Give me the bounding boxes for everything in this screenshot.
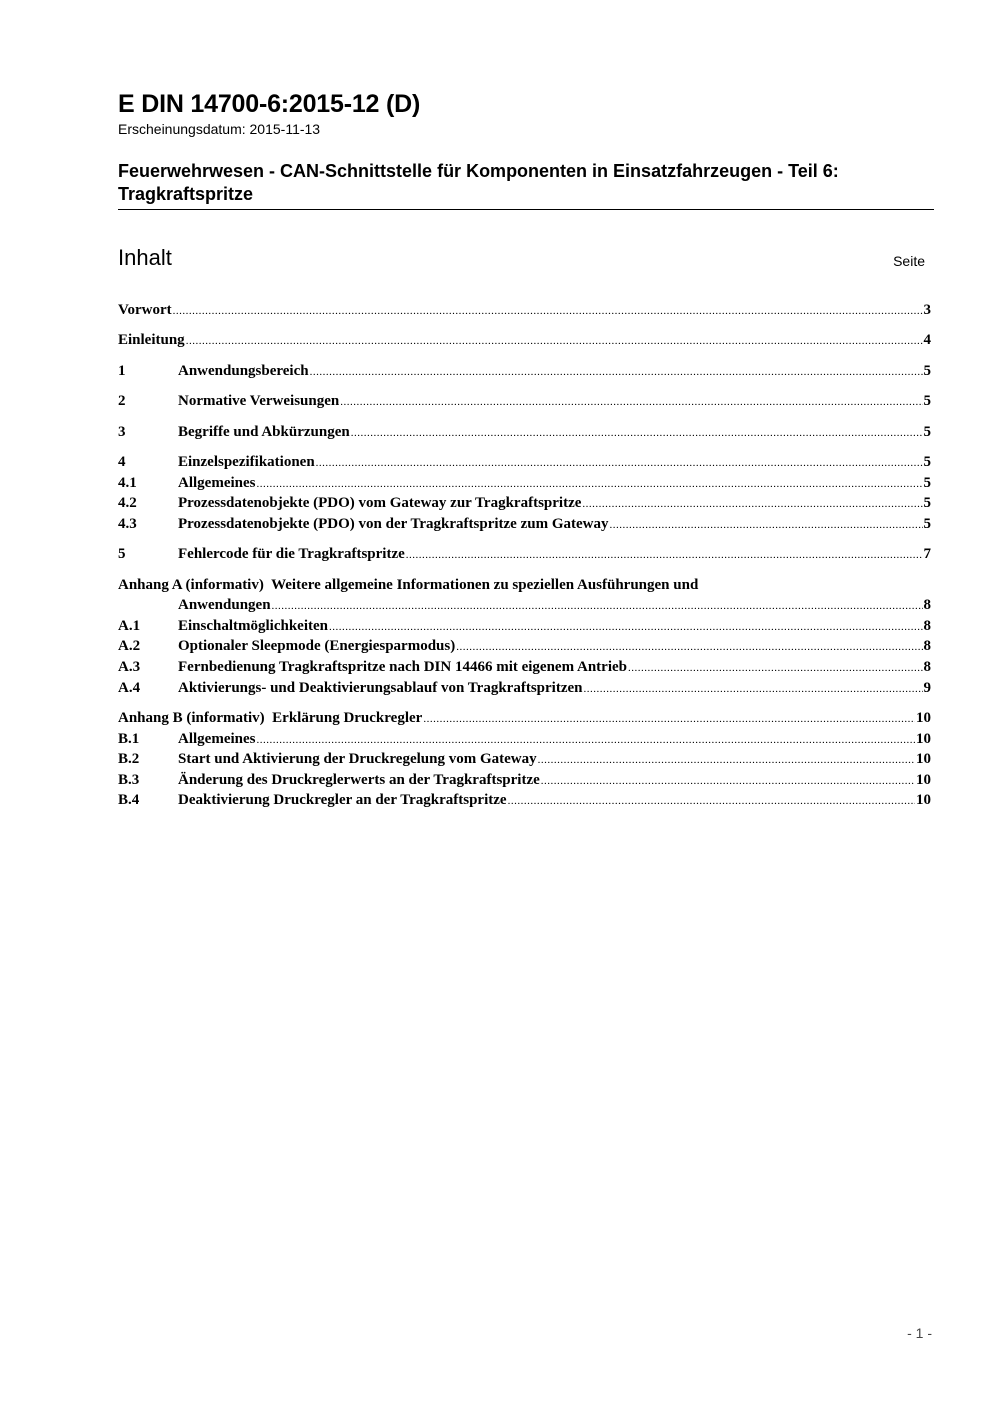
- toc-entry-number: B.4: [118, 792, 140, 808]
- toc-entry-page: 10: [916, 731, 931, 747]
- toc-entry-einleitung[interactable]: [118, 332, 931, 352]
- toc-entry-page: 10: [916, 772, 931, 788]
- toc-entry-text: Änderung des Druckreglerwerts an der Tragkraftspritze: [178, 772, 540, 788]
- page-number: - 1 -: [907, 1325, 932, 1341]
- toc-entry-text: Allgemeines: [178, 475, 256, 491]
- toc-entry-b-2[interactable]: [118, 751, 931, 771]
- toc-entry-number: B.3: [118, 772, 140, 788]
- toc-entry-text: Fernbedienung Tragkraftspritze nach DIN 14466 mit eigenem Antrieb: [178, 659, 627, 675]
- toc-entry-text: Aktivierungs- und Deaktivierungsablauf von Tragkraftspritzen: [178, 680, 583, 696]
- toc-entry-3[interactable]: [118, 424, 931, 444]
- toc-entry-4-3[interactable]: [118, 516, 931, 536]
- toc-entry-a-2[interactable]: [118, 638, 931, 658]
- toc-entry-text: Start und Aktivierung der Druckregelung vom Gateway: [178, 751, 537, 767]
- toc-entry-text: Einzelspezifikationen: [178, 454, 315, 470]
- toc-entry-text: Anwendungen: [178, 597, 271, 613]
- toc-entry-page: 4: [923, 332, 931, 348]
- toc-entry-number: A.4: [118, 680, 141, 696]
- toc-entry-page: 5: [923, 516, 931, 532]
- toc-entry-page: 8: [923, 618, 931, 634]
- toc-entry-anhang-a-cont[interactable]: [118, 597, 931, 617]
- toc-entry-text: Prozessdatenobjekte (PDO) vom Gateway zur Tragkraftspritze: [178, 495, 582, 511]
- toc-entry-page: 9: [923, 680, 931, 696]
- toc-entry-number: 5: [118, 546, 126, 562]
- toc-page-label: Seite: [893, 253, 925, 269]
- document-id: E DIN 14700-6:2015-12 (D): [118, 90, 421, 118]
- toc-entry-text: Fehlercode für die Tragkraftspritze: [178, 546, 405, 562]
- toc-entry-number: A.3: [118, 659, 141, 675]
- toc-entry-page: 5: [923, 424, 931, 440]
- toc-entry-anhang-b[interactable]: [118, 710, 931, 730]
- toc-entry-a-1[interactable]: [118, 618, 931, 638]
- toc-entry-number: 4.1: [118, 475, 137, 491]
- toc-entry-text: Prozessdatenobjekte (PDO) von der Tragkraftspritze zum Gateway: [178, 516, 609, 532]
- toc-entry-text: Einschaltmöglichkeiten: [178, 618, 329, 634]
- toc-entry-1[interactable]: [118, 363, 931, 383]
- toc-entry-number: A.1: [118, 618, 141, 634]
- toc-entry-page: 3: [923, 302, 931, 318]
- toc-entry-number: B.1: [118, 731, 140, 747]
- toc-entry-text: Normative Verweisungen: [178, 393, 340, 409]
- toc-entry-a-4[interactable]: [118, 680, 931, 700]
- toc-entry-number: 4.3: [118, 516, 137, 532]
- toc-entry-page: 8: [923, 597, 931, 613]
- toc-entry-4-1[interactable]: [118, 475, 931, 495]
- toc-entry-page: 8: [923, 659, 931, 675]
- toc-entry-text: Allgemeines: [178, 731, 256, 747]
- toc-entry-page: 5: [923, 393, 931, 409]
- toc-entry-page: 10: [916, 792, 931, 808]
- toc-entry-page: 5: [923, 495, 931, 511]
- toc-entry-page: 5: [923, 475, 931, 491]
- toc-entry-4[interactable]: [118, 454, 931, 474]
- toc-entry-b-1[interactable]: [118, 731, 931, 751]
- toc-entry-number: 2: [118, 393, 126, 409]
- toc-entry-text: Vorwort: [118, 302, 172, 318]
- toc-entry-number: A.2: [118, 638, 141, 654]
- toc-entry-text: Anhang B (informativ) Erklärung Druckregler: [118, 710, 423, 726]
- toc-entry-number: 3: [118, 424, 126, 440]
- toc-entry-text: Anwendungsbereich: [178, 363, 309, 379]
- toc-entry-number: B.2: [118, 751, 140, 767]
- toc-entry-page: 5: [923, 454, 931, 470]
- toc-entry-page: 7: [923, 546, 931, 562]
- toc-entry-number: 4.2: [118, 495, 137, 511]
- toc-entry-page: 10: [916, 751, 931, 767]
- toc-entry-4-2[interactable]: [118, 495, 931, 515]
- toc-entry-page: 8: [923, 638, 931, 654]
- toc-entry-text: Einleitung: [118, 332, 185, 348]
- toc-entry-text: Optionaler Sleepmode (Energiesparmodus): [178, 638, 456, 654]
- toc-entry-vorwort[interactable]: [118, 302, 931, 322]
- toc-entry-text: Deaktivierung Druckregler an der Tragkraftspritze: [178, 792, 507, 808]
- toc-entry-text: Anhang A (informativ) Weitere allgemeine Informationen zu speziellen Ausführungen und: [118, 577, 699, 593]
- toc-entry-2[interactable]: [118, 393, 931, 413]
- toc-entry-a-3[interactable]: [118, 659, 931, 679]
- toc-entry-number: 1: [118, 363, 126, 379]
- toc-entry-b-4[interactable]: [118, 792, 931, 812]
- toc-entry-b-3[interactable]: [118, 772, 931, 792]
- toc-entry-page: 10: [916, 710, 931, 726]
- document-title: Feuerwehrwesen - CAN-Schnittstelle für Komponenten in Einsatzfahrzeugen - Teil 6: Tragkraftspritze: [118, 160, 934, 210]
- toc-entry-5[interactable]: [118, 546, 931, 566]
- toc-heading: Inhalt: [118, 245, 172, 270]
- toc-entry-text: Begriffe und Abkürzungen: [178, 424, 350, 440]
- toc-entry-anhang-a[interactable]: [118, 577, 931, 597]
- toc-entry-number: 4: [118, 454, 126, 470]
- toc-entry-page: 5: [923, 363, 931, 379]
- publication-date: Erscheinungsdatum: 2015-11-13: [118, 121, 321, 137]
